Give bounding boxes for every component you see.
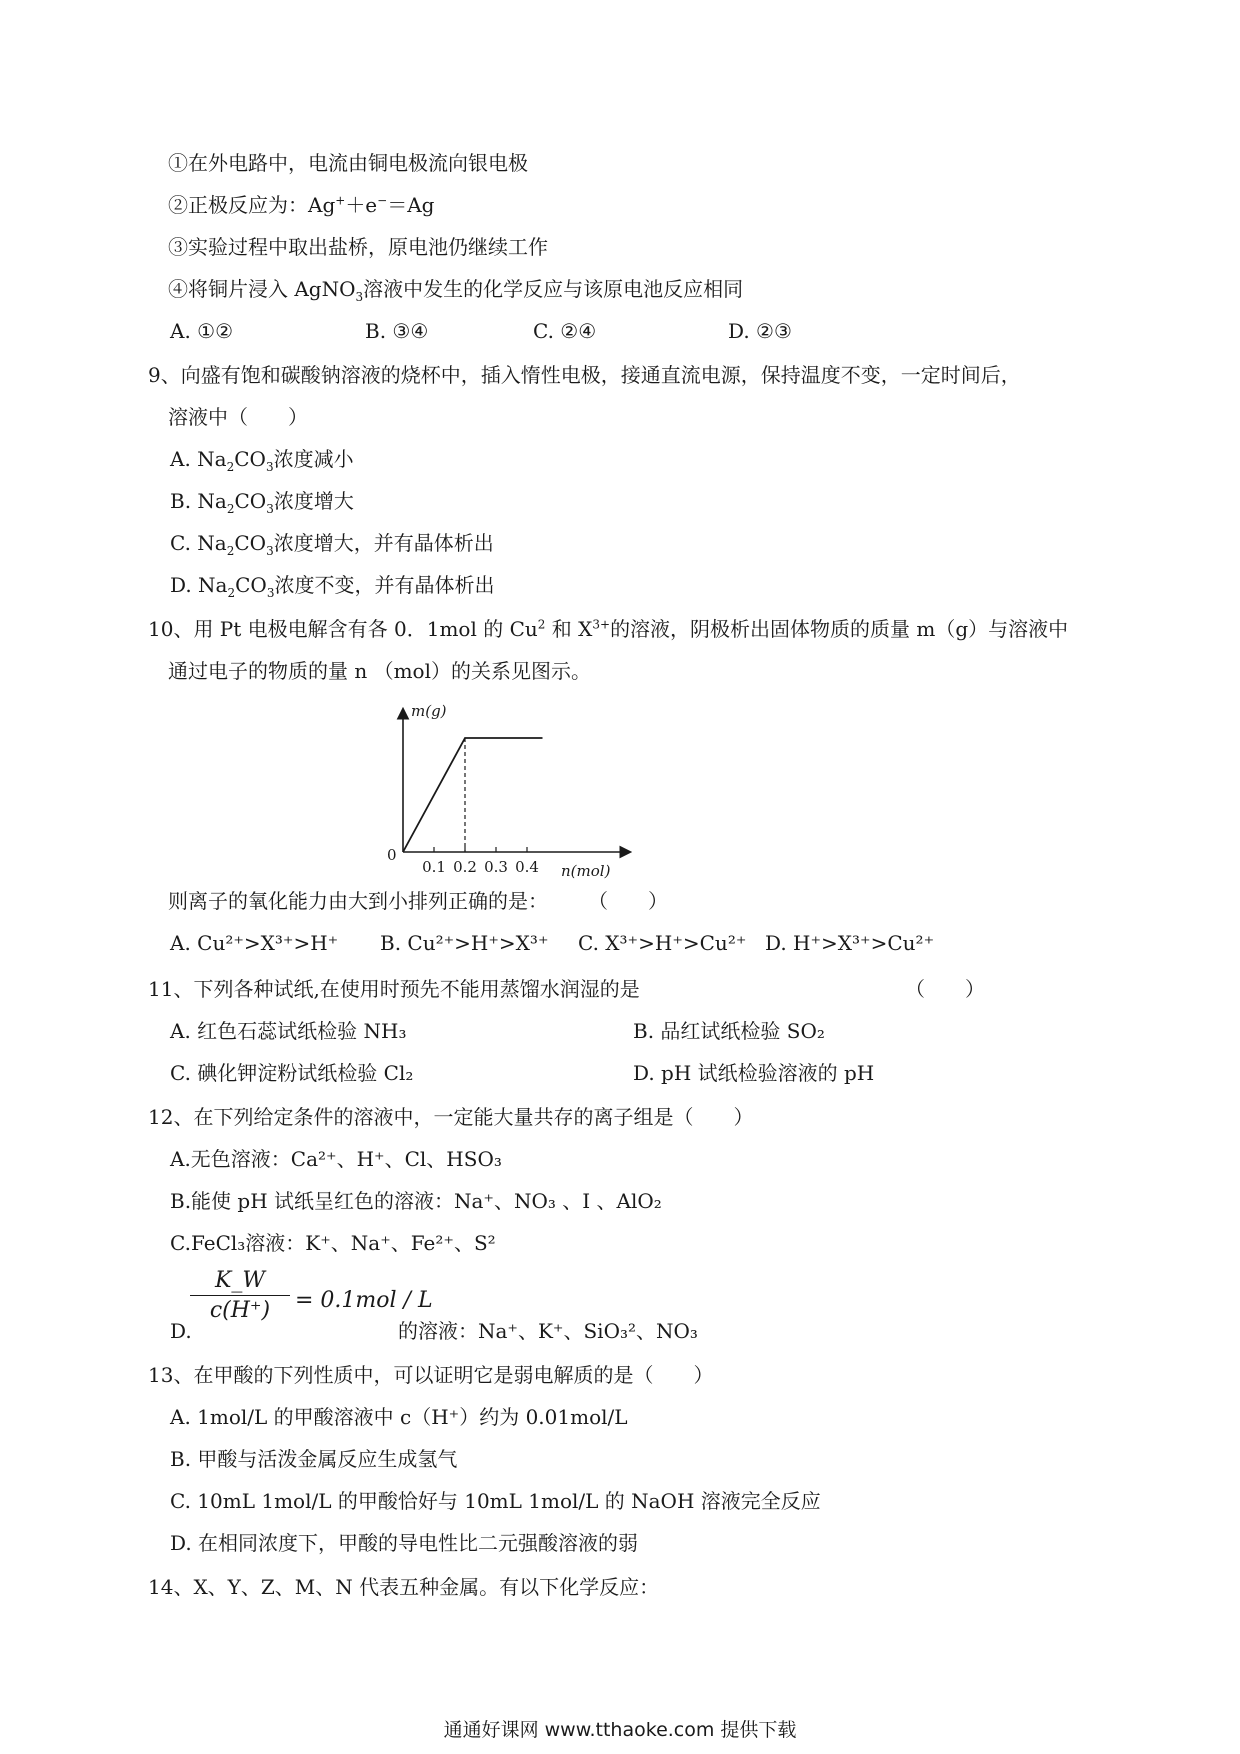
q9-c-mid: CO (234, 531, 267, 555)
q10-option-c: C. X³⁺>H⁺>Cu²⁺ (578, 931, 747, 955)
q8-statement-2 (168, 192, 434, 218)
q8-option-b: B. ③④ (365, 319, 429, 343)
q8-s2-sup2: − (377, 193, 388, 208)
q9-stem-line-2: 溶液中（ ） (168, 405, 308, 429)
q9-d-mid: CO (235, 573, 267, 597)
q9-d-sub2: 3 (266, 586, 275, 600)
q8-s4-a: ④将铜片浸入 AgNO (168, 277, 356, 301)
q9-a-sub1: 2 (226, 460, 235, 474)
q11-option-a: A. 红色石蕊试纸检验 NH₃ (170, 1019, 407, 1043)
q12-option-a: A.无色溶液：Ca²⁺、H⁺、Cl、HSO₃ (170, 1147, 502, 1171)
q8-s4-b: 溶液中发生的化学反应与该原电池反应相同 (363, 277, 744, 301)
q8-s2-text: ②正极反应为：Ag (168, 193, 336, 217)
q10-stem-b: 和 X (545, 617, 593, 641)
q9-option-b (170, 488, 354, 514)
q11-stem: 11、下列各种试纸,在使用时预先不能用蒸馏水润湿的是 (148, 977, 640, 1001)
q14-stem: 14、X、Y、Z、M、N 代表五种金属。有以下化学反应： (148, 1575, 660, 1599)
q8-option-c: C. ②④ (533, 319, 597, 343)
q9-b-sub1: 2 (226, 502, 235, 516)
q13-option-a: A. 1mol/L 的甲酸溶液中 c（H⁺）约为 0.01mol/L (170, 1405, 628, 1429)
q10-stem-sup1: 2 (537, 617, 546, 632)
y-axis-label: m(g) (411, 702, 447, 720)
q9-c-post: 浓度增大，并有晶体析出 (273, 531, 494, 555)
q13-option-c: C. 10mL 1mol/L 的甲酸恰好与 10mL 1mol/L 的 NaOH 溶液完全反应 (170, 1489, 821, 1513)
q10-stem-line-1 (148, 616, 1068, 642)
q9-a-pre: A. Na (170, 447, 227, 471)
q9-c-sub2: 3 (266, 544, 274, 558)
q13-stem: 13、在甲酸的下列性质中，可以证明它是弱电解质的是（ ） (148, 1363, 714, 1387)
q8-s4-sub: 3 (355, 290, 364, 304)
q11-option-d: D. pH 试纸检验溶液的 pH (633, 1061, 875, 1085)
q11-paren: （ ） (905, 977, 985, 1001)
x-tick-label-2: 0.3 (484, 858, 508, 876)
series-line (403, 738, 543, 852)
q9-option-d (170, 572, 494, 598)
origin-label: 0 (387, 846, 397, 864)
q12-stem: 12、在下列给定条件的溶液中，一定能大量共存的离子组是（ ） (148, 1105, 754, 1129)
q10-stem-c: 的溶液，阴极析出固体物质的质量 m（g）与溶液中 (610, 617, 1069, 641)
q9-b-mid: CO (234, 489, 267, 513)
q10-option-d: D. H⁺>X³⁺>Cu²⁺ (765, 931, 935, 955)
q8-option-d: D. ②③ (728, 319, 792, 343)
q13-option-b: B. 甲酸与活泼金属反应生成氢气 (170, 1447, 458, 1471)
kw-denominator: c(H⁺) (209, 1298, 271, 1323)
q12-option-d-label: D. (170, 1319, 192, 1343)
q8-s2-end: ＝Ag (387, 193, 435, 217)
q8-s2-sup1: + (335, 193, 346, 208)
q10-stem-a: 10、用 Pt 电极电解含有各 0．1mol 的 Cu (148, 617, 538, 641)
x-tick-label-0: 0.1 (422, 858, 446, 876)
footer-credit: 通通好课网 www.tthaoke.com 提供下载 (443, 1719, 797, 1741)
q12-option-b: B.能使 pH 试纸呈红色的溶液：Na⁺、NO₃ 、I 、AlO₂ (170, 1189, 662, 1213)
q9-b-sub2: 3 (266, 502, 274, 516)
q9-c-pre: C. Na (170, 531, 227, 555)
kw-fraction (190, 1268, 290, 1323)
q8-statement-4 (168, 276, 743, 302)
q13-option-d: D. 在相同浓度下，甲酸的导电性比二元强酸溶液的弱 (170, 1531, 639, 1555)
q10-option-b: B. Cu²⁺>H⁺>X³⁺ (380, 931, 549, 955)
q10-question: 则离子的氧化能力由大到小排列正确的是： （ ） (168, 889, 668, 913)
kw-numerator: K_W (190, 1268, 290, 1296)
q9-d-sub1: 2 (227, 586, 236, 600)
q9-a-mid: CO (234, 447, 266, 471)
x-axis-label: n(mol) (561, 862, 611, 880)
q8-option-a: A. ①② (170, 319, 234, 343)
q8-statement-3: ③实验过程中取出盐桥，原电池仍继续工作 (168, 235, 548, 259)
q9-a-sub2: 3 (265, 460, 274, 474)
q8-statement-1: ①在外电路中，电流由铜电极流向银电极 (168, 151, 528, 175)
kw-rhs: = 0.1mol / L (295, 1288, 433, 1313)
q10-stem-sup2: 3+ (592, 617, 611, 632)
q9-c-sub1: 2 (226, 544, 235, 558)
q10-option-a: A. Cu²⁺>X³⁺>H⁺ (170, 931, 339, 955)
q9-d-pre: D. Na (170, 573, 228, 597)
x-tick-label-3: 0.4 (515, 858, 539, 876)
q10-graph (385, 700, 645, 880)
q9-a-post: 浓度减小 (273, 447, 354, 471)
q12-option-d-text: 的溶液：Na⁺、K⁺、SiO₃²、NO₃ (398, 1319, 698, 1343)
q12-option-c: C.FeCl₃溶液：K⁺、Na⁺、Fe²⁺、S² (170, 1231, 496, 1255)
q8-s2-mid: ＋e (345, 193, 378, 217)
q10-stem-line-2: 通过电子的物质的量 n （mol）的关系见图示。 (168, 659, 591, 683)
q9-b-post: 浓度增大 (273, 489, 354, 513)
q9-option-c (170, 530, 494, 556)
q11-option-b: B. 品红试纸检验 SO₂ (633, 1019, 825, 1043)
x-tick-label-1: 0.2 (453, 858, 477, 876)
q9-b-pre: B. Na (170, 489, 227, 513)
q9-option-a (170, 446, 354, 472)
q9-d-post: 浓度不变，并有晶体析出 (274, 573, 495, 597)
q9-stem-line-1: 9、向盛有饱和碳酸钠溶液的烧杯中，插入惰性电极，接通直流电源，保持温度不变，一定时间后， (148, 363, 1021, 387)
q11-option-c: C. 碘化钾淀粉试纸检验 Cl₂ (170, 1061, 414, 1085)
